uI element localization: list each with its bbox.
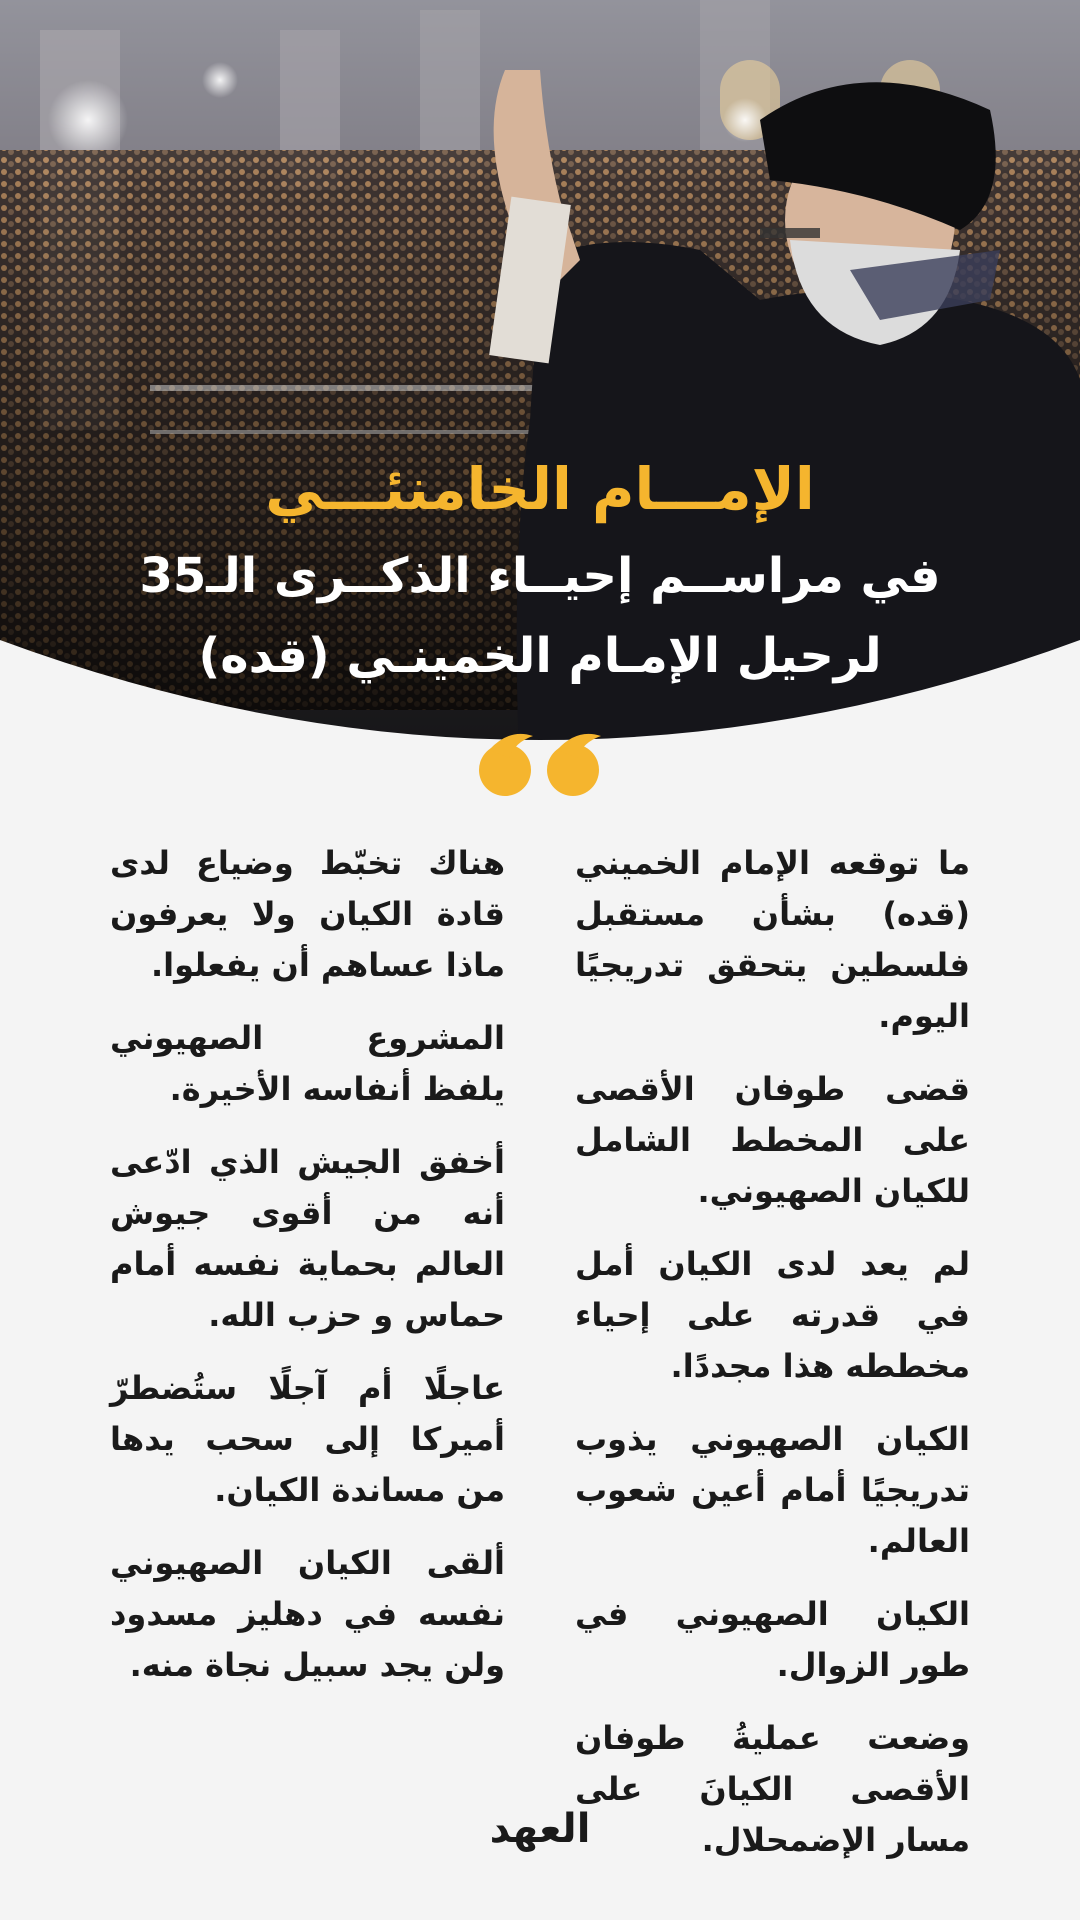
quote-item: ما توقعه الإمام الخميني (قده) بشأن مستقبل فلسطين يتحقق تدريجيًا اليوم. <box>575 844 970 1035</box>
brand-logo: العهد <box>489 1806 591 1852</box>
quotes-column-right <box>575 838 970 1888</box>
quote-item: لم يعد لدى الكيان أمل في قدرته على إحياء مخططه هذا مجددًا. <box>575 1245 970 1385</box>
quote-item: هناك تخبّط وضياع لدى قادة الكيان ولا يعرفون ماذا عساهم أن يفعلوا. <box>110 844 505 984</box>
quote-item: وضعت عمليةُ طوفان الأقصى الكيانَ على مسار الإضمحلال. <box>575 1719 970 1859</box>
quote-item: قضى طوفان الأقصى على المخطط الشامل للكيان الصهيوني. <box>575 1070 970 1210</box>
page-subtitle-line-1: في مراســم إحيــاء الذكــرى الـ35 <box>139 548 941 604</box>
page-title: الإمـــام الخامنئـــي <box>265 455 815 523</box>
quote-item: عاجلًا أم آجلًا ستُضطرّ أميركا إلى سحب يدها من مساندة الكيان. <box>110 1369 505 1509</box>
hero-photo <box>0 0 1080 780</box>
quote-item: الكيان الصهيوني في طور الزوال. <box>575 1595 970 1684</box>
quote-mark-icon <box>475 728 605 798</box>
page-subtitle-line-2: لرحيل الإمـام الخمينـي (قده) <box>198 628 882 684</box>
quote-item: أخفق الجيش الذي ادّعى أنه من أقوى جيوش العالم بحماية نفسه أمام حماس و حزب الله. <box>110 1143 505 1334</box>
quote-item: الكيان الصهيوني يذوب تدريجيًا أمام أعين شعوب العالم. <box>575 1420 970 1560</box>
quote-item: المشروع الصهيوني يلفظ أنفاسه الأخيرة. <box>110 1019 505 1108</box>
quotes-column-left <box>110 838 505 1713</box>
quote-item: ألقى الكيان الصهيوني نفسه في دهليز مسدود ولن يجد سبيل نجاة منه. <box>110 1544 505 1684</box>
